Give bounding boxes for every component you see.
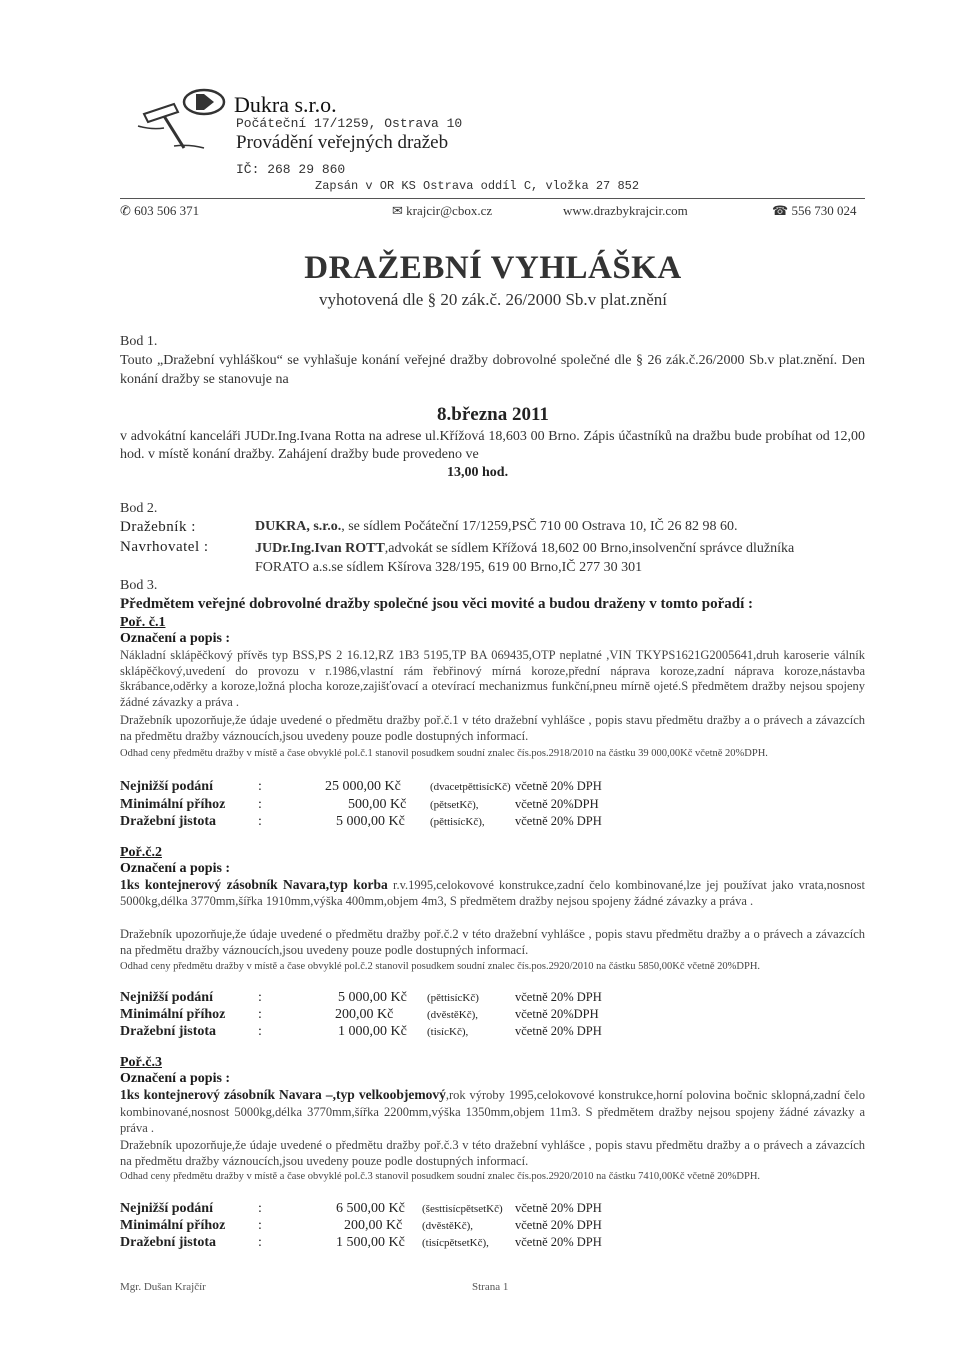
- item2-label: Označení a popis :: [120, 861, 231, 876]
- item2-desc: 1ks kontejnerový zásobník Navara,typ korba r.v.1995,celokovové konstrukce,zadní čelo kombinované,lze jej používat jako vrata,nosnost 5000kg,délka 3770mm,šířka 1910mm,výška 400mm,objem 4m3, S předmětem dražby nejsou spojeny žádné závazky a práva .: [120, 877, 865, 908]
- auction-place: v advokátní kanceláři JUDr.Ing.Ivana Rotta na adrese ul.Křížová 18,603 00 Brno. Zápis účastníků na dražbu bude probíhat od 12,00 hod. v místě konání dražby. Zahájení dražby bude provedeno ve: [120, 429, 865, 462]
- gavel-logo-icon: [134, 86, 230, 152]
- auction-time: 13,00 hod.: [447, 465, 509, 480]
- item1-desc: Nákladní sklápěčkový přívěs typ BSS,PS 2 16.12,RZ 1B3 5195,TP BA 069435,OTP neplatné ,VIN TKYPS1621G2005641,druh karoserie válník sklápěčkový,uvedení do provozu v r.1986,vlastní rám řebřinový mírná koroze,přední náprava koroze,zadní náprava koroze,nástavba škrábance,oděrky a koroze,ložná plocha koroze,zajišťovací a otevírací mechanizmus funkční,pneu mírně ojeté.S předmětem dražby nejsou spojeny žádné závazky a práva .: [120, 648, 865, 709]
- item1-valuation: Odhad ceny předmětu dražby v místě a čase obvyklé pol.č.1 stanovil posudkem soudní znalec čís.pos.2918/2010 na částku 39 000,00Kč včetně 20%DPH.: [120, 748, 768, 759]
- auction-date: 8.března 2011: [437, 404, 549, 425]
- contact-mobile: ✆ 603 506 371: [120, 203, 200, 218]
- contact-web: www.drazbykrajcir.com: [563, 203, 688, 218]
- item3-price-row: Nejnižší podání : 6 500,00 Kč (šesttisícpětsetKč) včetně 20% DPH: [120, 1201, 602, 1216]
- company-activity: Provádění veřejných dražeb: [236, 132, 449, 153]
- document-subtitle: vyhotovená dle § 20 zák.č. 26/2000 Sb.v plat.znění: [319, 290, 667, 309]
- header-divider: [120, 198, 865, 199]
- navrhovatel-label: Navrhovatel :: [120, 539, 209, 555]
- item1-order: Poř. č.1: [120, 615, 166, 630]
- footer-author: Mgr. Dušan Krajčír: [120, 1281, 206, 1293]
- item2-price-row: Nejnižší podání : 5 000,00 Kč (pěttisícKč) včetně 20% DPH: [120, 990, 602, 1005]
- item2-note: Dražebník upozorňuje,že údaje uvedené o předmětu dražby poř.č.2 v této dražební vyhlášce , popis stavu předmětu dražby a o právech a závazcích na předmětu dražby váznoucích,jsou uvedeny pouze podle dostupných informací.: [120, 927, 865, 957]
- navrhovatel-info: JUDr.Ing.Ivan ROTT,advokát se sídlem Křížová 18,602 00 Brno,insolvenční správce dlužníka FORATO a.s.se sídlem Kšírova 328/195, 619 00 Brno,IČ 277 30 301: [255, 541, 795, 575]
- item3-label: Označení a popis :: [120, 1071, 231, 1086]
- footer-page-number: Strana 1: [472, 1281, 509, 1293]
- bod1-text: Touto „Dražební vyhláškou“ se vyhlašuje konání veřejné dražby dobrovolné společné dle § 26 zák.č.26/2000 Sb.v plat.znění. Den konání dražby se stanovuje na: [120, 353, 865, 387]
- bod3-subject: Předmětem veřejné dobrovolné dražby společné jsou věci movité a budou draženy v tomto pořadí :: [120, 596, 753, 612]
- drazebnik-info: DUKRA, s.r.o., se sídlem Počáteční 17/1259,PSČ 710 00 Ostrava 10, IČ 26 82 98 60.: [255, 519, 738, 534]
- item1-note: Dražebník upozorňuje,že údaje uvedené o předmětu dražby poř.č.1 v této dražební vyhlášce , popis stavu předmětu dražby a o právech a závazcích na předmětu dražby váznoucích,jsou uvedeny pouze podle dostupných informací.: [120, 713, 865, 743]
- item1-price-row: Nejnižší podání : 25 000,00 Kč (dvacetpěttisícKč) včetně 20% DPH: [120, 779, 602, 794]
- company-logo: [134, 86, 230, 152]
- item2-price-row: Dražební jistota : 1 000,00 Kč (tisícKč), včetně 20% DPH: [120, 1024, 602, 1039]
- telephone-icon: ☎: [772, 203, 789, 218]
- item2-valuation: Odhad ceny předmětu dražby v místě a čase obvyklé pol.č.2 stanovil posudkem soudní znalec čís.pos.2920/2010 na částku 5850,00Kč včetně 20%DPH.: [120, 961, 761, 972]
- company-ic: IČ: 268 29 860: [236, 162, 346, 177]
- bod1-heading: Bod 1.: [120, 334, 158, 349]
- item2-price-row: Minimální příhoz : 200,00 Kč (dvěstěKč), včetně 20%DPH: [120, 1007, 599, 1022]
- item1-price-row: Minimální příhoz : 500,00 Kč (pětsetKč), včetně 20%DPH: [120, 797, 599, 812]
- company-address: Počáteční 17/1259, Ostrava 10: [236, 116, 463, 131]
- item1-price-row: Dražební jistota : 5 000,00 Kč (pěttisícKč), včetně 20% DPH: [120, 814, 602, 829]
- bod3-heading: Bod 3.: [120, 578, 158, 593]
- item3-valuation: Odhad ceny předmětu dražby v místě a čase obvyklé pol.č.3 stanovil posudkem soudní znalec čís.pos.2920/2010 na částku 7410,00Kč včetně 20%DPH.: [120, 1171, 761, 1182]
- item3-price-row: Dražební jistota : 1 500,00 Kč (tisícpětsetKč), včetně 20% DPH: [120, 1235, 602, 1250]
- company-registry: Zapsán v OR KS Ostrava oddíl C, vložka 27 852: [315, 179, 640, 193]
- document-title: DRAŽEBNÍ VYHLÁŠKA: [304, 250, 682, 286]
- company-name: Dukra s.r.o.: [234, 92, 337, 117]
- item3-desc: 1ks kontejnerový zásobník Navara –,typ velkoobjemový,rok výroby 1995,celokovové konstrukce,horní polovina bočnic sklopná,zadní čelo kombinované,nosnost 5000kg,délka 3770mm,šířka 2200mm,výška 1350mm,objem 11m3. S předmětem dražby nejsou spojeny žádné závazky a práva .: [120, 1087, 865, 1135]
- envelope-icon: ✉: [392, 203, 403, 218]
- contact-email: ✉ krajcir@cbox.cz: [392, 203, 493, 218]
- item3-order: Poř.č.3: [120, 1055, 162, 1070]
- item3-price-row: Minimální příhoz : 200,00 Kč (dvěstěKč), včetně 20% DPH: [120, 1218, 602, 1233]
- drazebnik-label: Dražebník :: [120, 519, 196, 535]
- item2-order: Poř.č.2: [120, 845, 162, 860]
- item1-label: Označení a popis :: [120, 631, 231, 646]
- bod2-heading: Bod 2.: [120, 501, 158, 516]
- phone-handset-icon: ✆: [120, 203, 131, 218]
- contact-phone: ☎ 556 730 024: [772, 203, 857, 218]
- item3-note: Dražebník upozorňuje,že údaje uvedené o předmětu dražby poř.č.3 v této dražební vyhlášce , popis stavu předmětu dražby a o právech a závazcích na předmětu dražby váznoucích,jsou uvedeny pouze podle dostupných informací.: [120, 1138, 865, 1168]
